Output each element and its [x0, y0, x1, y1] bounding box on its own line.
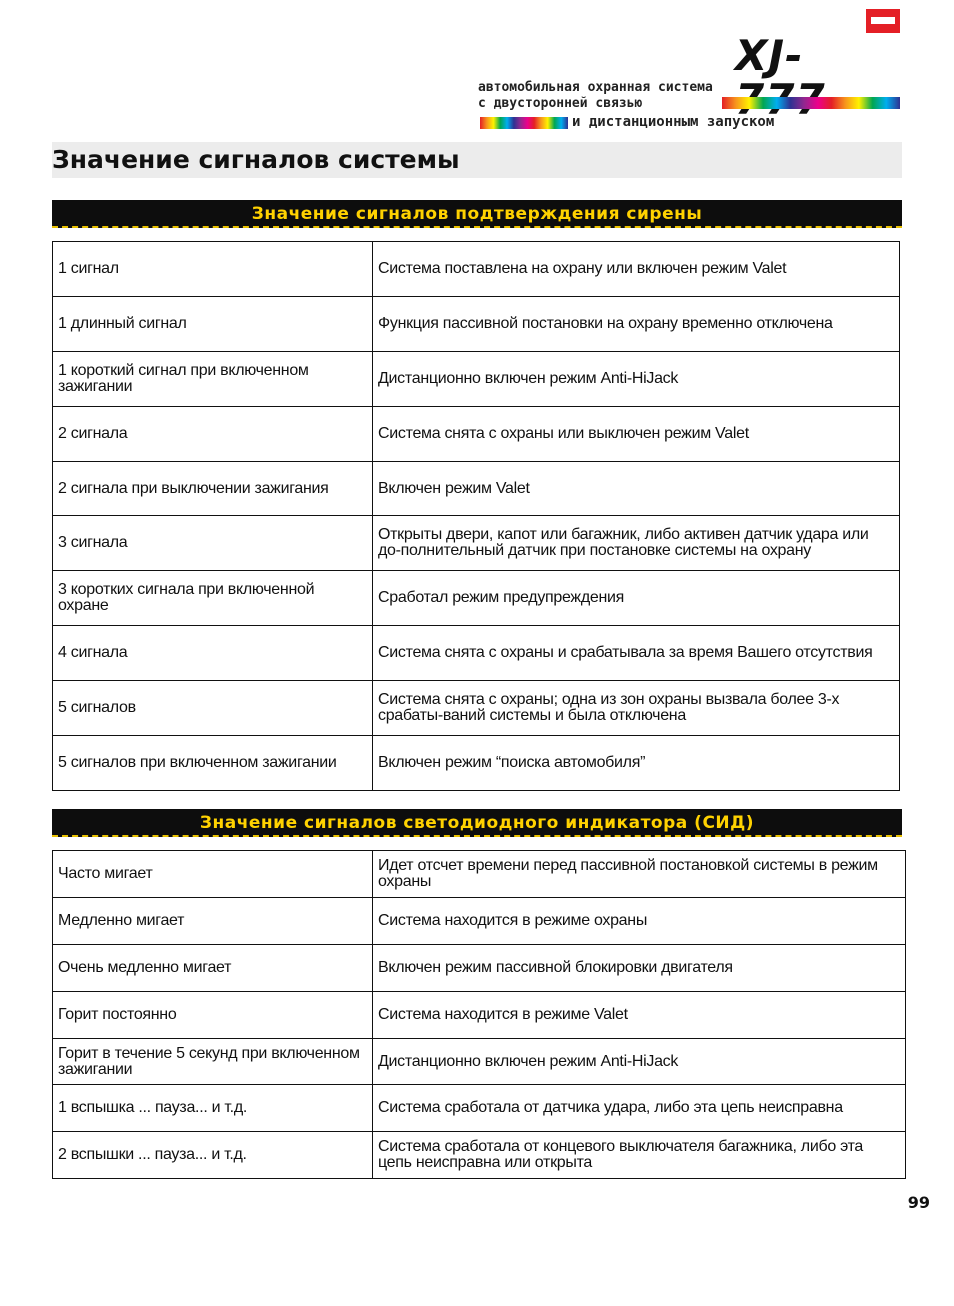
meaning-text: Идет отсчет времени перед пассивной постановкой системы в режим охраны [378, 856, 878, 890]
meaning-text: Включен режим “поиска автомобиля” [378, 753, 646, 771]
signal-cell [53, 736, 373, 791]
logo-tagline-1: автомобильная охранная система [478, 80, 713, 95]
meaning-cell [373, 944, 906, 991]
meaning-cell [373, 516, 900, 571]
signal-cell [53, 681, 373, 736]
signal-text: Медленно мигает [58, 911, 185, 929]
table-row [53, 991, 906, 1038]
signal-cell [53, 351, 373, 406]
signal-cell [53, 406, 373, 461]
table-row [53, 406, 900, 461]
meaning-text: Система находится в режиме охраны [378, 911, 648, 929]
signal-text: Горит в течение 5 секунд при включенном зажигании [58, 1044, 360, 1078]
signal-text: 5 сигналов при включенном зажигании [58, 753, 337, 771]
table-row [53, 736, 900, 791]
signal-cell [53, 897, 373, 944]
table-row [53, 626, 900, 681]
signal-cell [53, 1132, 373, 1179]
table-body [53, 242, 900, 791]
meaning-cell [373, 242, 900, 297]
meaning-text: Дистанционно включен режим Anti-HiJack [378, 369, 679, 387]
signal-text: 3 коротких сигнала при включенной охране [58, 581, 315, 615]
signal-text: 3 сигнала [58, 534, 128, 552]
meaning-cell [373, 1038, 906, 1085]
meaning-cell [373, 461, 900, 516]
table-row [53, 516, 900, 571]
table-row [53, 351, 900, 406]
table-body [53, 851, 906, 1179]
signal-text: 2 сигнала [58, 424, 128, 442]
meaning-cell [373, 851, 906, 898]
meaning-cell [373, 897, 906, 944]
led-signals-table [52, 850, 906, 1179]
signal-text: 1 короткий сигнал при включенном зажигании [58, 361, 309, 395]
rainbow-stripe [722, 97, 900, 109]
signal-text: 5 сигналов [58, 699, 136, 717]
table-row [53, 944, 906, 991]
section-title: Значение сигналов светодиодного индикатора (СИД) [199, 813, 755, 833]
signal-text: 1 сигнал [58, 259, 119, 277]
table-row [53, 1085, 906, 1132]
signal-cell [53, 991, 373, 1038]
logo-tagline-2: с двусторонней связью [478, 96, 643, 111]
table-row [53, 897, 906, 944]
logo-tagline-3: и дистанционным запуском [572, 114, 775, 130]
page-number: 99 [907, 1193, 930, 1212]
table-row [53, 1038, 906, 1085]
section-header-led [52, 809, 902, 837]
meaning-cell [373, 626, 900, 681]
meaning-text: Включен режим Valet [378, 479, 530, 497]
page-title: Значение сигналов системы [52, 145, 460, 174]
meaning-cell [373, 736, 900, 791]
signal-cell [53, 296, 373, 351]
signal-cell [53, 1085, 373, 1132]
meaning-cell [373, 571, 900, 626]
rainbow-stripe [480, 117, 568, 129]
meaning-cell [373, 1085, 906, 1132]
signal-cell [53, 461, 373, 516]
signal-text: 1 длинный сигнал [58, 314, 187, 332]
meaning-text: Система находится в режиме Valet [378, 1005, 628, 1023]
meaning-text: Сработал режим предупреждения [378, 589, 624, 607]
meaning-text: Система снята с охраны и срабатывала за время Вашего отсутствия [378, 644, 873, 662]
signal-cell [53, 944, 373, 991]
meaning-cell [373, 991, 906, 1038]
signal-text: Очень медленно мигает [58, 958, 232, 976]
table-row [53, 571, 900, 626]
signal-cell [53, 851, 373, 898]
meaning-text: Включен режим пассивной блокировки двигателя [378, 958, 733, 976]
meaning-cell [373, 406, 900, 461]
table-row [53, 851, 906, 898]
signal-text: Часто мигает [58, 864, 153, 882]
logo-title: XJ- [735, 31, 804, 80]
meaning-cell [373, 296, 900, 351]
section-title: Значение сигналов подтверждения сирены [251, 204, 703, 224]
signal-cell [53, 571, 373, 626]
signal-text: 1 вспышка ... пауза... и т.д. [58, 1099, 248, 1117]
meaning-text: Дистанционно включен режим Anti-HiJack [378, 1052, 679, 1070]
signal-cell [53, 516, 373, 571]
table-row [53, 1132, 906, 1179]
brand-logo-icon [866, 9, 900, 33]
meaning-text: Открыты двери, капот или багажник, либо активен датчик удара или до-полнительный датчик при постановке системы на охрану [378, 526, 869, 560]
meaning-cell [373, 1132, 906, 1179]
table-row [53, 296, 900, 351]
signal-cell [53, 626, 373, 681]
meaning-text: Система поставлена на охрану или включен режим Valet [378, 259, 787, 277]
meaning-text: Система снята с охраны или выключен режим Valet [378, 424, 749, 442]
siren-signals-table [52, 241, 900, 791]
meaning-text: Система сработала от датчика удара, либо эта цепь неисправна [378, 1099, 843, 1117]
meaning-text: Функция пассивной постановки на охрану временно отключена [378, 314, 833, 332]
meaning-cell [373, 681, 900, 736]
section-header-siren [52, 200, 902, 228]
signal-text: 4 сигнала [58, 644, 128, 662]
signal-text: 2 сигнала при выключении зажигания [58, 479, 329, 497]
table-row [53, 242, 900, 297]
signal-text: Горит постоянно [58, 1005, 177, 1023]
table-row [53, 681, 900, 736]
signal-cell [53, 242, 373, 297]
meaning-text: Система снята с охраны; одна из зон охраны вызвала более 3-х срабаты-ваний системы и была отключена [378, 691, 840, 725]
signal-cell [53, 1038, 373, 1085]
meaning-text: Система сработала от концевого выключателя багажника, либо эта цепь неисправна или открыта [378, 1138, 864, 1172]
signal-text: 2 вспышки ... пауза... и т.д. [58, 1146, 247, 1164]
table-row [53, 461, 900, 516]
meaning-cell [373, 351, 900, 406]
